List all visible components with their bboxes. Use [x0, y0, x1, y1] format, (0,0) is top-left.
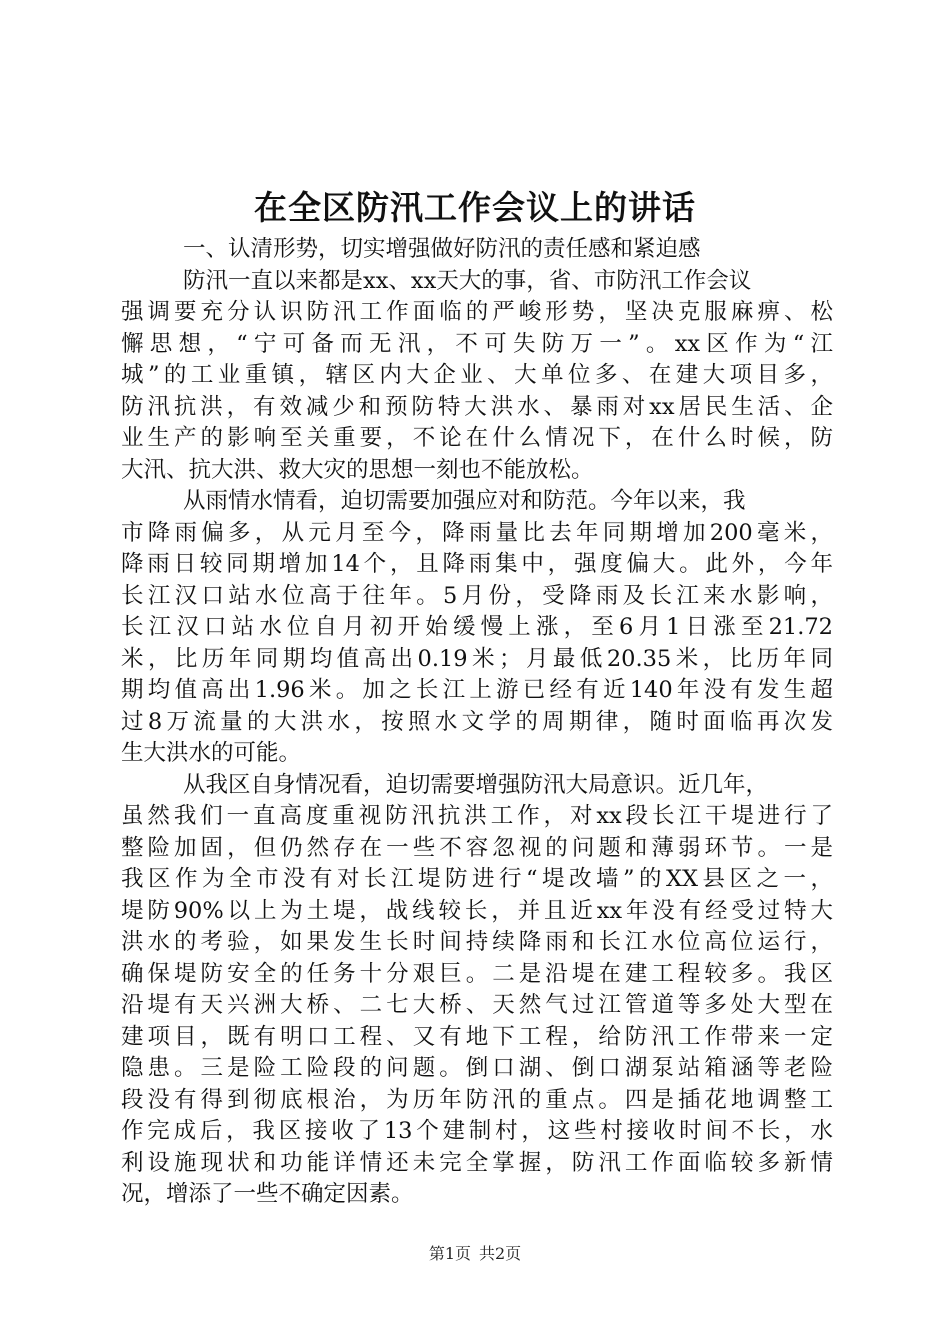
text-line: 业生产的影响至关重要，不论在什么情况下，在什么时候，防 — [121, 425, 833, 451]
text-line: 从我区自身情况看，迫切需要增强防汛大局意识。近几年， — [183, 771, 769, 798]
text-line: 况，增添了一些不确定因素。 — [121, 1181, 414, 1207]
text-line: 防汛抗洪，有效减少和预防特大洪水、暴雨对xx居民生活、企 — [121, 393, 833, 420]
text-line: 米，比历年同期均值高出0.19米；月最低20.35米，比历年同 — [121, 645, 833, 672]
text-line: 懈思想，“宁可备而无汛，不可失防万一”。xx区作为“江 — [121, 330, 833, 357]
text-line: 大汛、抗大洪、救大灾的思想一刻也不能放松。 — [121, 456, 594, 483]
text-line: 隐患。三是险工险段的问题。倒口湖、倒口湖泵站箱涵等老险 — [121, 1055, 833, 1081]
text-line: 长江汉口站水位自月初开始缓慢上涨，至6月1日涨至21.72 — [121, 614, 833, 640]
text-line: 降雨日较同期增加14个，且降雨集中，强度偏大。此外，今年 — [121, 551, 833, 577]
text-line: 强调要充分认识防汛工作面临的严峻形势，坚决克服麻痹、松 — [121, 299, 833, 325]
text-line: 生大洪水的可能。 — [121, 740, 302, 766]
document-body — [121, 234, 833, 1211]
text-line: 从雨情水情看，迫切需要加强应对和防范。今年以来，我 — [183, 488, 746, 514]
text-line: 整险加固，但仍然存在一些不容忽视的问题和薄弱环节。一是 — [121, 834, 833, 861]
text-line: 利设施现状和功能详情还未完全掌握，防汛工作面临较多新情 — [121, 1149, 833, 1176]
text-line: 堤防90%以上为土堤，战线较长，并且近xx年没有经受过特大 — [121, 897, 833, 924]
page-number: 第1页 — [428, 1244, 471, 1263]
paragraph — [121, 266, 833, 487]
text-line: 期均值高出1.96米。加之长江上游已经有近140年没有发生超 — [121, 677, 833, 703]
text-line: 段没有得到彻底根治，为历年防汛的重点。四是插花地调整工 — [121, 1086, 833, 1113]
text-line: 沿堤有天兴洲大桥、二七大桥、天然气过江管道等多处大型在 — [121, 992, 833, 1018]
text-line: 虽然我们一直高度重视防汛抗洪工作，对xx段长江干堤进行了 — [121, 803, 833, 829]
paragraph — [121, 486, 833, 770]
text-line: 长江汉口站水位高于往年。5月份，受降雨及长江来水影响， — [121, 582, 833, 609]
page-total: 共2页 — [479, 1244, 522, 1263]
text-line: 防汛一直以来都是xx、xx天大的事，省、市防汛工作会议 — [183, 267, 752, 294]
text-line: 作完成后，我区接收了13个建制村，这些村接收时间不长，水 — [121, 1118, 833, 1144]
text-line: 确保堤防安全的任务十分艰巨。二是沿堤在建工程较多。我区 — [121, 960, 833, 987]
text-line: 一、认清形势，切实增强做好防汛的责任感和紧迫感 — [183, 236, 701, 262]
text-line: 市降雨偏多，从元月至今，降雨量比去年同期增加200毫米， — [121, 519, 833, 546]
paragraph — [121, 770, 833, 1211]
text-line: 过8万流量的大洪水，按照水文学的周期律，随时面临再次发 — [121, 708, 833, 735]
section-heading — [121, 234, 833, 266]
text-line: 建项目，既有明口工程、又有地下工程，给防汛工作带来一定 — [121, 1023, 833, 1050]
text-line: 我区作为全市没有对长江堤防进行“堤改墙”的XX县区之一， — [121, 866, 833, 892]
text-line: 城”的工业重镇，辖区内大企业、大单位多、在建大项目多， — [121, 362, 833, 388]
page-footer — [0, 1242, 950, 1266]
text-line: 洪水的考验，如果发生长时间持续降雨和长江水位高位运行， — [121, 929, 833, 955]
document-title: 在全区防汛工作会议上的讲话 — [254, 188, 696, 227]
